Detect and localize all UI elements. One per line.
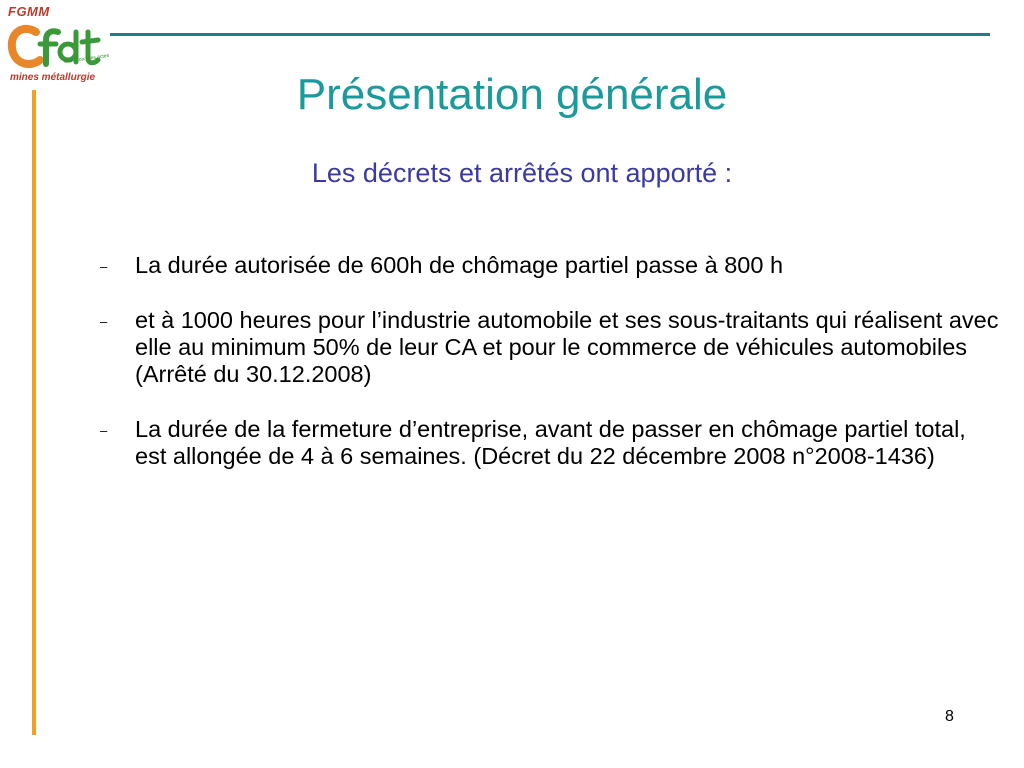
slide-subtitle: Les décrets et arrêtés ont apporté : <box>311 158 733 188</box>
logo-org-text: FGMM <box>8 4 50 19</box>
page-number: 8 <box>945 708 954 725</box>
bullet-text: La durée de la fermeture d’entreprise, avant de passer en chômage partiel total, est allongée de 4 à 6 semaines. (Décret du 22 décembre 2008 n°2008-1436) <box>135 416 966 469</box>
bullet-marker: – <box>100 423 108 438</box>
bullet-item <box>100 416 1000 470</box>
bullet-text: La durée autorisée de 600h de chômage partiel passe à 800 h <box>135 252 784 278</box>
slide-title-text: Présentation générale <box>296 70 728 119</box>
logo-tagline: des choix, des actes <box>63 52 110 66</box>
top-divider <box>110 33 990 36</box>
bullet-item <box>100 307 1000 388</box>
bullet-list <box>100 252 1000 498</box>
bullet-marker: – <box>100 259 108 274</box>
slide-title <box>0 70 1024 120</box>
bullet-marker: – <box>100 314 108 329</box>
logo-subtitle: mines métallurgie <box>10 72 96 83</box>
bullet-text: et à 1000 heures pour l’industrie automobile et ses sous-traitants qui réalisent avec elle au minimum 50% de leur CA et pour le commerce de véhicules automobiles (Arrêté du 30.12.2008) <box>135 307 999 387</box>
cfdt-logo-mark <box>6 18 106 74</box>
bullet-item <box>100 252 1000 279</box>
